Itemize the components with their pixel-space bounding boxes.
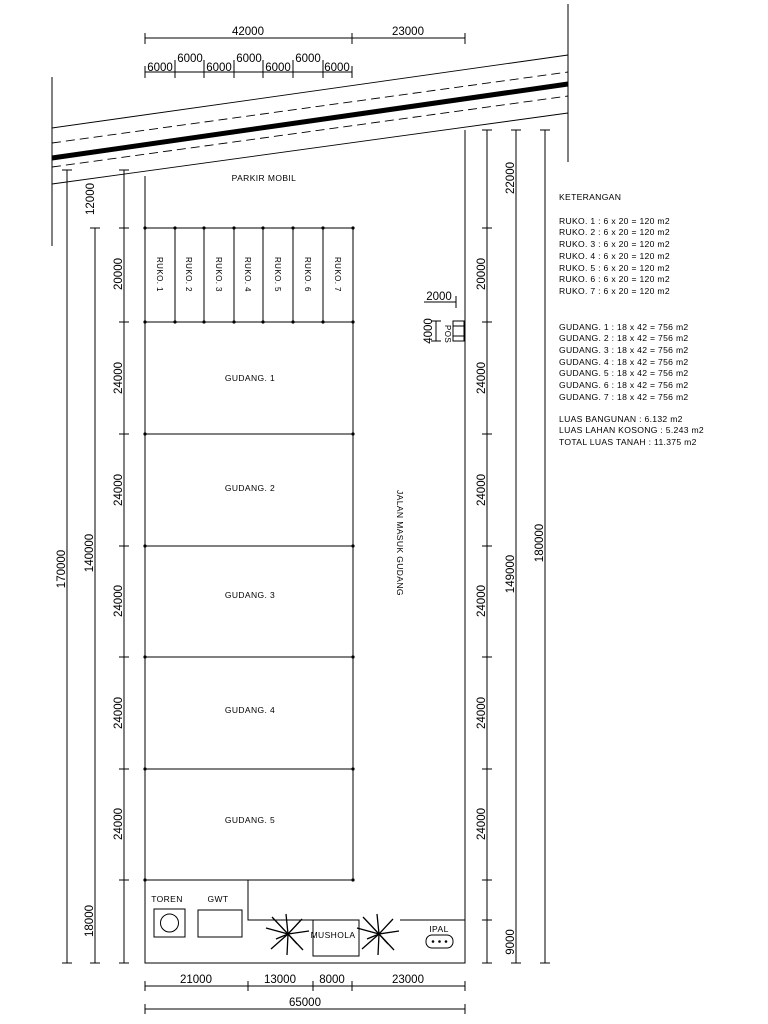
top-segment-dim: 6000 (206, 62, 232, 74)
gwt-tank (198, 910, 242, 937)
ruko-label: RUKO. 7 (333, 257, 342, 292)
ruko-label: RUKO. 6 (303, 257, 312, 292)
legend-gudang-row: GUDANG. 7 : 18 x 42 = 756 m2 (559, 391, 689, 402)
top-overall-dim: 23000 (392, 26, 424, 38)
toren-circle (161, 914, 179, 932)
ruko-label: RUKO. 4 (243, 257, 252, 292)
legend-ruko-row: RUKO. 6 : 6 x 20 = 120 m2 (559, 274, 670, 285)
left-segment-dim: 24000 (113, 362, 125, 394)
legend-ruko-row: RUKO. 2 : 6 x 20 = 120 m2 (559, 227, 670, 238)
gudang-blocks (145, 322, 353, 880)
bottom-segment-dim: 21000 (180, 974, 212, 986)
legend-area-row: LUAS LAHAN KOSONG : 5.243 m2 (559, 425, 704, 436)
toren-tank (154, 909, 185, 937)
bottom-segment-dim: 23000 (392, 974, 424, 986)
toren-label: TOREN (151, 894, 183, 904)
left-total-dim: 140000 (84, 533, 96, 573)
gudang-label: GUDANG. 2 (224, 483, 276, 493)
right-segment-dim: 20000 (476, 258, 488, 290)
legend-gudang-row: GUDANG. 1 : 18 x 42 = 756 m2 (559, 321, 689, 332)
top-segment-dim: 6000 (295, 53, 321, 65)
gwt-label: GWT (207, 894, 229, 904)
gudang-label: GUDANG. 1 (224, 373, 276, 383)
legend-gudang-row: GUDANG. 6 : 18 x 42 = 756 m2 (559, 380, 689, 391)
top-segment-dim: 6000 (147, 62, 173, 74)
right-segment-dim: 9000 (505, 929, 517, 955)
right-segment-dim: 24000 (476, 474, 488, 506)
bottom-overall-dim: 65000 (289, 997, 321, 1009)
pos-guard-post (423, 291, 464, 344)
bottom-segment-dim: 8000 (319, 974, 345, 986)
pos-width-dim: 2000 (426, 291, 452, 303)
right-total-dim: 180000 (534, 523, 546, 563)
jalan-masuk-label: JALAN MASUK GUDANG (395, 490, 405, 596)
legend-ruko-group (559, 216, 759, 298)
legend-gudang-row: GUDANG. 5 : 18 x 42 = 756 m2 (559, 368, 689, 379)
ruko-label: RUKO. 5 (273, 257, 282, 292)
legend-ruko-row: RUKO. 5 : 6 x 20 = 120 m2 (559, 262, 670, 273)
legend-ruko-row: RUKO. 3 : 6 x 20 = 120 m2 (559, 239, 670, 250)
legend-gudang-row: GUDANG. 2 : 18 x 42 = 756 m2 (559, 333, 689, 344)
legend-area-row: LUAS BANGUNAN : 6.132 m2 (559, 413, 683, 424)
right-segment-dim: 24000 (476, 585, 488, 617)
road (52, 4, 568, 246)
bottom-segment-dim: 13000 (264, 974, 296, 986)
left-segment-dim: 24000 (113, 697, 125, 729)
right-total-dim: 149000 (505, 554, 517, 594)
left-segment-dim: 20000 (113, 258, 125, 290)
top-segment-dim: 6000 (265, 62, 291, 74)
top-segment-dim: 6000 (236, 53, 262, 65)
left-segment-dim: 18000 (84, 905, 96, 937)
pos-depth-dim: 4000 (423, 318, 435, 344)
legend-panel (559, 192, 759, 459)
top-segment-dim: 6000 (177, 53, 203, 65)
legend-gudang-row: GUDANG. 3 : 18 x 42 = 756 m2 (559, 345, 689, 356)
ruko-label: RUKO. 2 (184, 257, 193, 292)
ruko-labels (155, 257, 342, 292)
gudang-labels (225, 373, 275, 825)
left-segment-dim: 24000 (113, 585, 125, 617)
mushola-label: MUSHOLA (310, 930, 356, 940)
legend-gudang-row: GUDANG. 4 : 18 x 42 = 756 m2 (559, 356, 689, 367)
legend-gudang-group (559, 322, 759, 404)
gudang-label: GUDANG. 4 (224, 705, 276, 715)
right-segment-dim: 24000 (476, 808, 488, 840)
legend-ruko-row: RUKO. 7 : 6 x 20 = 120 m2 (559, 285, 670, 296)
left-segment-dim: 12000 (85, 183, 97, 215)
parkir-label: PARKIR MOBIL (231, 173, 297, 183)
left-segment-dim: 24000 (113, 474, 125, 506)
right-segment-dim: 24000 (476, 697, 488, 729)
bottom-facilities (154, 880, 453, 956)
gudang-label: GUDANG. 3 (224, 590, 276, 600)
legend-title: KETERANGAN (559, 192, 622, 202)
left-segment-dim: 24000 (113, 808, 125, 840)
gudang-label: GUDANG. 5 (224, 815, 276, 825)
legend-area-group (559, 414, 759, 449)
right-segment-dim: 24000 (476, 362, 488, 394)
palm-tree-icon (357, 914, 399, 955)
ipal-label: IPAL (429, 924, 449, 934)
top-segment-dim: 6000 (324, 62, 350, 74)
ruko-label: RUKO. 3 (214, 257, 223, 292)
legend-area-row: TOTAL LUAS TANAH : 11.375 m2 (559, 436, 697, 447)
legend-ruko-row: RUKO. 4 : 6 x 20 = 120 m2 (559, 250, 670, 261)
pos-label: POS (443, 325, 452, 344)
right-segment-dim: 22000 (505, 162, 517, 194)
left-total-dim: 170000 (56, 549, 68, 589)
top-overall-dim: 42000 (232, 26, 264, 38)
ruko-label: RUKO. 1 (155, 257, 164, 292)
legend-ruko-row: RUKO. 1 : 6 x 20 = 120 m2 (559, 215, 670, 226)
